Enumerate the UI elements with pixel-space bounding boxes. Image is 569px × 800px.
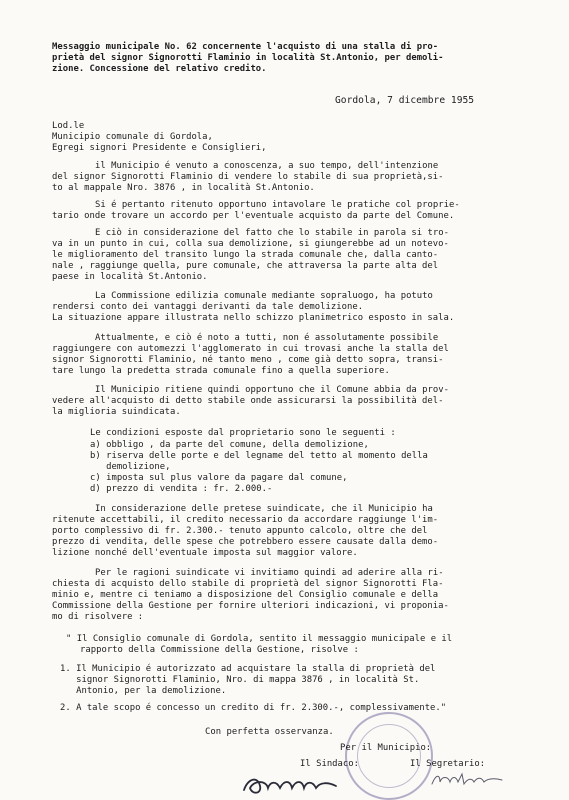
- header-line-1: Messaggio municipale No. 62 concernente l'acquisto di una stalla di pro-: [52, 42, 439, 52]
- p4-line-3: La situazione appare illustrata nello schizzo planimetrico esposto in sala.: [52, 313, 455, 323]
- p7-line-4: prezzo di vendita, delle spese che potrebbero essere causate dalla demo-: [52, 537, 439, 547]
- p8-line-2: chiesta di acquisto dello stabile di proprietà del signor Signorotti Fla-: [52, 579, 444, 589]
- salutation-line-2: Municipio comunale di Gordola,: [52, 132, 213, 142]
- resolution-item-1-line-2: signor Signorotti Flaminio, Nro. di mappa 3876 , in località St.: [60, 675, 420, 685]
- p1-line-2: del signor Signorotti Flaminio di vendere lo stabile di sua proprietà,si-: [52, 172, 444, 182]
- p2-line-1: Si é pertanto ritenuto opportuno intavolare le pratiche col proprie-: [95, 200, 460, 210]
- p7-line-2: ritenute accettabili, il credito necessario da accordare raggiunge l'im-: [52, 515, 439, 525]
- p6-line-2: vedere all'acquisto di detto stabile onde assicurarsi la possibilità del-: [52, 396, 444, 406]
- p7-line-1: In considerazione delle pretese suindicate, che il Municipio ha: [95, 504, 433, 514]
- resolution-intro-2: rapporto della Commissione della Gestione, risolve :: [80, 645, 359, 655]
- p5-line-3: signor Signorotti Flaminio, né tanto meno , come già detto sopra, transi-: [52, 355, 444, 365]
- p3-line-3: le miglioramento del transito lungo la strada comunale che, dalla canto-: [52, 250, 439, 260]
- closing: Con perfetta osservanza.: [205, 727, 334, 737]
- condition-d: d) prezzo di vendita : fr. 2.000.-: [90, 484, 273, 494]
- condition-b: b) riserva delle porte e del legname del tetto al momento della: [90, 451, 428, 461]
- header-line-3: zione. Concessione del relativo credito.: [52, 64, 267, 74]
- p7-line-3: porto complessivo di fr. 2.300.- tenuto appunto calcolo, oltre che del: [52, 526, 428, 536]
- signature-mayor-label: Il Sindaco:: [300, 759, 359, 769]
- p5-line-4: tare lungo la predetta strada comunale fino a quella superiore.: [52, 366, 390, 376]
- resolution-item-2: 2. A tale scopo é concesso un credito di fr. 2.300.-, complessivamente.": [60, 703, 447, 713]
- p3-line-2: va in un punto in cui, colla sua demolizione, si giungerebbe ad un notevo-: [52, 239, 449, 249]
- p4-line-2: rendersi conto dei vantaggi derivanti da tale demolizione.: [52, 302, 364, 312]
- p4-line-1: La Commissione edilizia comunale mediante sopraluogo, ha potuto: [95, 291, 433, 301]
- salutation-line-3: Egregi signori Presidente e Consiglieri,: [52, 143, 267, 153]
- p1-line-3: to al mappale Nro. 3876 , in località St.Antonio.: [52, 183, 315, 193]
- resolution-item-1-line-1: 1. Il Municipio é autorizzato ad acquistare la stalla di proprietà del: [60, 664, 436, 674]
- mayor-signature: [240, 768, 345, 798]
- resolution-item-1-line-3: Antonio, per la demolizione.: [60, 686, 227, 696]
- p5-line-1: Attualmente, e ciò é noto a tutti, non é assolutamente possibile: [95, 333, 439, 343]
- condition-b-cont: demolizione,: [90, 462, 171, 472]
- p3-line-5: paese in località St.Antonio.: [52, 272, 208, 282]
- salutation-line-1: Lod.le: [52, 121, 85, 131]
- p8-line-1: Per le ragioni suindicate vi invitiamo quindi ad aderire alla ri-: [95, 568, 444, 578]
- p6-line-3: la miglioria suindicata.: [52, 407, 181, 417]
- conditions-intro: Le condizioni esposte dal proprietario sono le seguenti :: [90, 428, 396, 438]
- official-seal: [345, 712, 433, 800]
- p6-line-1: Il Municipio ritiene quindi opportuno che il Comune abbia da prov-: [95, 385, 449, 395]
- resolution-intro-1: " Il Consiglio comunale di Gordola, sentito il messaggio municipale e il: [66, 634, 453, 644]
- p8-line-3: minio e, mentre ci teniamo a disposizione del Consiglio comunale e della: [52, 590, 439, 600]
- p2-line-2: tario onde trovare un accordo per l'eventuale acquisto da parte del Comune.: [52, 211, 455, 221]
- p8-line-4: Commissione della Gestione per fornire ulteriori indicazioni, vi proponia-: [52, 601, 449, 611]
- condition-a: a) obbligo , da parte del comune, della demolizione,: [90, 440, 369, 450]
- condition-c: c) imposta sul plus valore da pagare dal comune,: [90, 473, 348, 483]
- p3-line-4: nale , raggiunge quella, pure comunale, che attraversa la parte alta del: [52, 261, 439, 271]
- p1-line-1: il Municipio é venuto a conoscenza, a suo tempo, dell'intenzione: [95, 161, 439, 171]
- place-date: Gordola, 7 dicembre 1955: [335, 95, 475, 106]
- p5-line-2: raggiungere con automezzi l'agglomerato in cui trovasi anche la stalla del: [52, 344, 449, 354]
- signature-secretary-label: Il Segretario:: [410, 759, 486, 769]
- header-line-2: prietà del signor Signorotti Flaminio in località St.Antonio, per demoli-: [52, 53, 444, 63]
- p3-line-1: E ciò in considerazione del fatto che lo stabile in parola si tro-: [95, 228, 449, 238]
- p8-line-5: mo di risolvere :: [52, 612, 144, 622]
- secretary-signature: [428, 768, 508, 790]
- p7-line-5: lizione nonché dell'eventuale imposta sul maggior valore.: [52, 548, 358, 558]
- signature-for: Per il Municipio:: [340, 743, 432, 753]
